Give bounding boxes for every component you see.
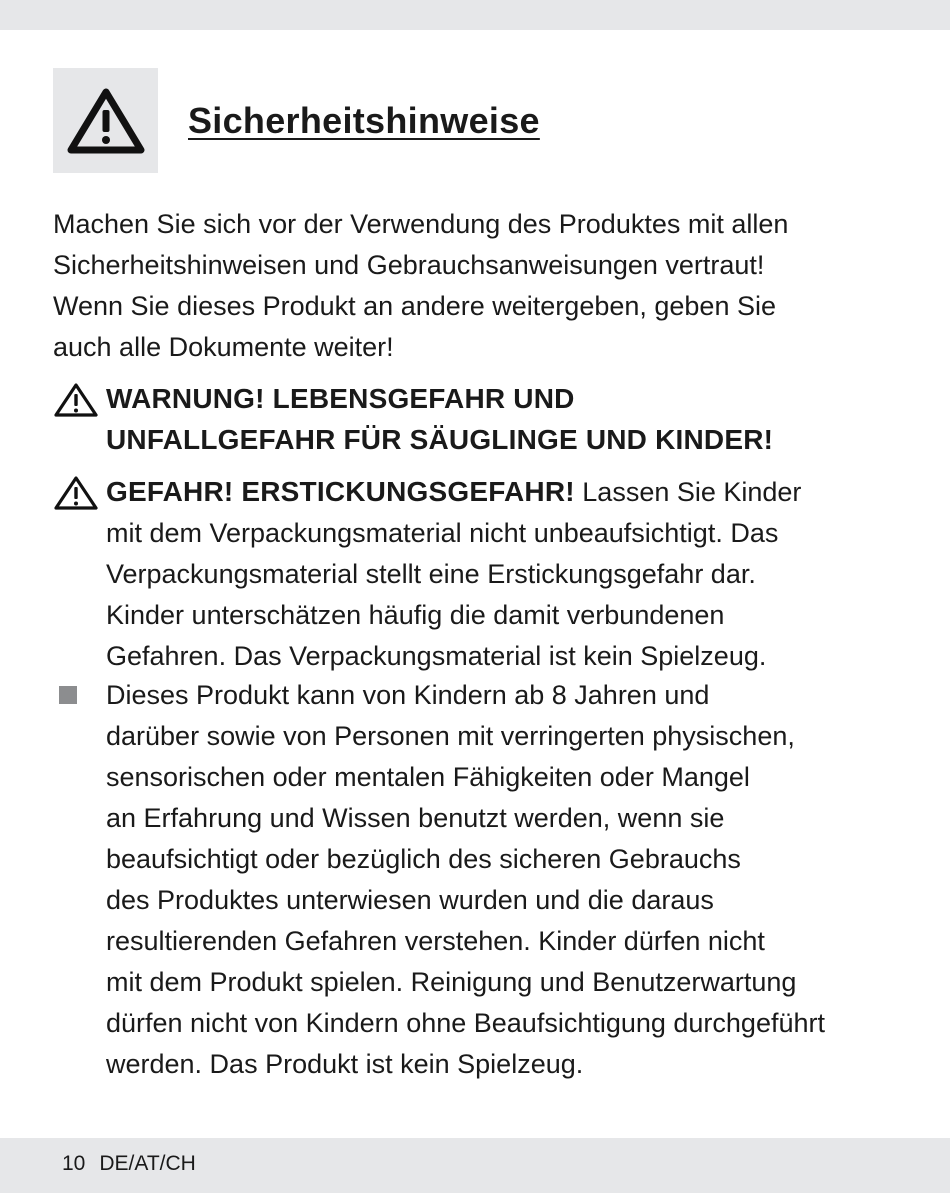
page-number: 10: [62, 1152, 86, 1175]
warning-triangle-icon: [53, 475, 99, 511]
warning-line: UNFALLGEFAHR FÜR SÄUGLINGE UND KINDER!: [106, 424, 774, 455]
intro-line: auch alle Dokumente weiter!: [53, 332, 394, 362]
danger-line: mit dem Verpackungsmaterial nicht unbeaufsichtigt. Das: [106, 518, 779, 548]
bullet-line: werden. Das Produkt ist kein Spielzeug.: [106, 1049, 584, 1079]
bullet-block: [53, 675, 913, 1085]
bullet-text: [106, 675, 825, 1085]
bullet-line: Dieses Produkt kann von Kindern ab 8 Jahren und: [106, 680, 710, 710]
danger-label: GEFAHR! ERSTICKUNGSGEFAHR!: [106, 476, 575, 507]
top-band: [0, 0, 950, 30]
bullet-line: darüber sowie von Personen mit verringerten physischen,: [106, 721, 795, 751]
warning-triangle-icon: [66, 86, 146, 156]
page-title: Sicherheitshinweise: [188, 100, 540, 141]
bullet-line: des Produktes unterwiesen wurden und die daraus: [106, 885, 714, 915]
danger-line: Gefahren. Das Verpackungsmaterial ist kein Spielzeug.: [106, 641, 767, 671]
warning-text: [106, 378, 773, 460]
intro-line: Machen Sie sich vor der Verwendung des Produktes mit allen: [53, 209, 789, 239]
header-icon-box: [53, 68, 158, 173]
footer: [62, 1152, 196, 1176]
intro-line: Sicherheitshinweisen und Gebrauchsanweisungen vertraut!: [53, 250, 765, 280]
intro-paragraph: [53, 204, 913, 368]
region-label: DE/AT/CH: [99, 1152, 196, 1175]
bullet-line: resultierenden Gefahren verstehen. Kinder dürfen nicht: [106, 926, 765, 956]
bullet-line: beaufsichtigt oder bezüglich des sicheren Gebrauchs: [106, 844, 741, 874]
warning-block: [53, 378, 913, 462]
danger-line: Kinder unterschätzen häufig die damit verbundenen: [106, 600, 725, 630]
danger-block: [53, 471, 913, 676]
bullet-square-icon: [59, 686, 77, 704]
danger-first-line: [106, 471, 801, 513]
bullet-line: sensorischen oder mentalen Fähigkeiten oder Mangel: [106, 762, 750, 792]
intro-line: Wenn Sie dieses Produkt an andere weitergeben, geben Sie: [53, 291, 776, 321]
bullet-line: mit dem Produkt spielen. Reinigung und Benutzerwartung: [106, 967, 797, 997]
danger-line: Verpackungsmaterial stellt eine Erstickungsgefahr dar.: [106, 559, 756, 589]
warning-line: WARNUNG! LEBENSGEFAHR UND: [106, 383, 575, 414]
bullet-line: an Erfahrung und Wissen benutzt werden, wenn sie: [106, 803, 725, 833]
danger-text: [106, 471, 801, 677]
bullet-line: dürfen nicht von Kindern ohne Beaufsichtigung durchgeführt: [106, 1008, 825, 1038]
warning-triangle-icon: [53, 382, 99, 418]
danger-first-line-rest: Lassen Sie Kinder: [574, 477, 802, 507]
